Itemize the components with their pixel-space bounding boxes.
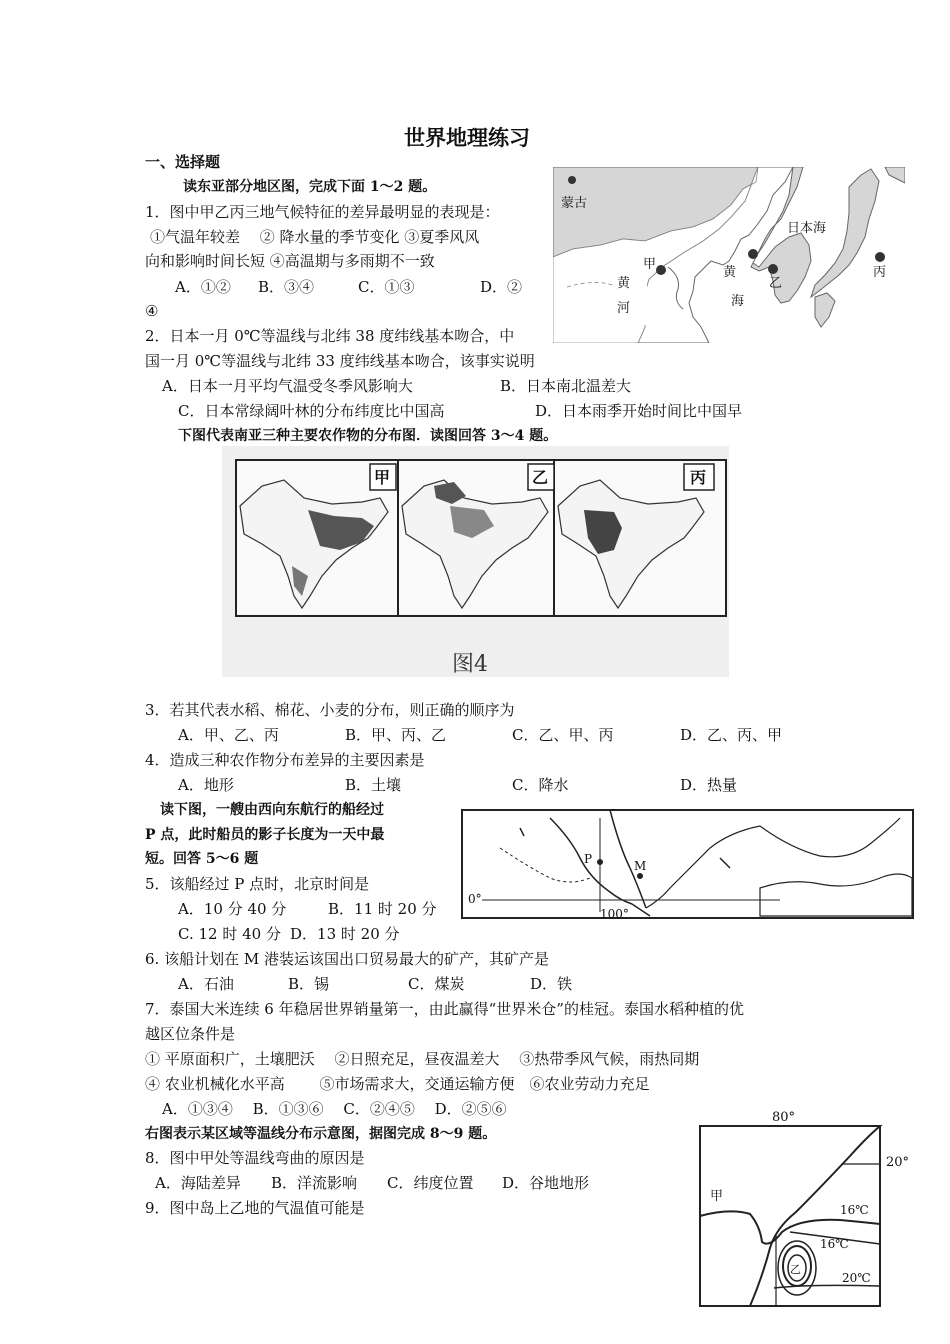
q6-answer-b: B．锡 xyxy=(288,975,330,993)
q1-answer-d: D．② xyxy=(480,278,523,296)
south-asia-crop-maps xyxy=(222,446,729,677)
q2-stem-line2: 国一月 0℃等温线与北纬 33 度纬线基本吻合，该事实说明 xyxy=(145,352,535,370)
q4-answer-b: B．土壤 xyxy=(345,776,402,794)
q7-options-line1: ① 平原面积广，土壤肥沃 ②日照充足，昼夜温差大 ③热带季风气候，雨热同期 xyxy=(145,1050,700,1068)
east-asia-map-graphic xyxy=(553,167,905,343)
label-lat-20: 20° xyxy=(886,1155,910,1170)
q8-answer-d: D．谷地地形 xyxy=(502,1174,590,1192)
label-yellow-sea-1: 黄 xyxy=(723,265,737,280)
panel-label-yi: 乙 xyxy=(532,468,549,487)
figure-caption: 图4 xyxy=(452,652,488,677)
q3-answer-b: B．甲、丙、乙 xyxy=(345,726,447,744)
q7-stem-line2: 越区位条件是 xyxy=(145,1025,236,1043)
intro-q3-4: 下图代表南亚三种主要农作物的分布图．读图回答 3～4 题。 xyxy=(178,428,558,444)
panel-label-bing: 丙 xyxy=(690,468,707,487)
q7-options-line2: ④ 农业机械化水平高 ⑤市场需求大，交通运输方便 ⑥农业劳动力充足 xyxy=(145,1075,650,1093)
label-mongolia: 蒙古 xyxy=(561,196,588,211)
q4-answer-d: D．热量 xyxy=(680,776,738,794)
q3-answer-c: C．乙、甲、丙 xyxy=(512,726,614,744)
q4-answer-a: A．地形 xyxy=(178,776,234,794)
intro-q8-9: 右图表示某区域等温线分布示意图，据图完成 8～9 题。 xyxy=(145,1126,497,1142)
label-yellow-sea-2: 海 xyxy=(731,294,745,309)
intro-q5-6-line2: P 点，此时船员的影子长度为一天中最 xyxy=(145,827,385,843)
page-title: 世界地理练习 xyxy=(404,125,530,150)
label-yellow-river-2: 河 xyxy=(617,301,631,316)
label-jia: 甲 xyxy=(710,1189,724,1204)
q1-answer-d-cont: ④ xyxy=(145,302,159,320)
q4-answer-c: C．降水 xyxy=(512,776,569,794)
q3-answer-d: D．乙、丙、甲 xyxy=(680,726,783,744)
q8-answer-c: C．纬度位置 xyxy=(387,1174,474,1192)
q7-answers: A．①③④ B．①③⑥ C．②④⑤ D．②⑤⑥ xyxy=(162,1100,507,1118)
label-sea-of-japan: 日本海 xyxy=(787,221,827,236)
q6-answer-c: C．煤炭 xyxy=(408,975,465,993)
q5-answer-c: C. 12 时 40 分 xyxy=(178,925,281,943)
q8-stem: 8．图中甲处等温线弯曲的原因是 xyxy=(145,1149,365,1167)
label-yi: 乙 xyxy=(790,1263,801,1276)
label-20c: 20℃ xyxy=(842,1271,871,1285)
q5-answer-d: D．13 时 20 分 xyxy=(290,925,400,943)
intro-q5-6-line3: 短。回答 5～6 题 xyxy=(145,851,259,867)
q1-answer-b: B．③④ xyxy=(258,278,315,296)
intro-q1-2: 读东亚部分地区图，完成下面 1～2 题。 xyxy=(183,179,437,195)
sea-route-map-graphic xyxy=(460,808,915,920)
label-16c-b: 16℃ xyxy=(820,1237,849,1251)
q3-answer-a: A．甲、乙、丙 xyxy=(178,726,279,744)
label-jia: 甲 xyxy=(643,257,657,272)
q6-stem: 6. 该船计划在 M 港装运该国出口贸易最大的矿产，其矿产是 xyxy=(145,950,549,968)
q1-options-line1: ①气温年较差 ② 降水量的季节变化 ③夏季风风 xyxy=(150,228,480,246)
east-asia-map xyxy=(553,167,905,343)
south-asia-crop-maps-graphic xyxy=(222,446,729,677)
isotherm-map-graphic xyxy=(690,1108,915,1310)
q8-answer-b: B．洋流影响 xyxy=(271,1174,358,1192)
q6-answer-a: A．石油 xyxy=(178,975,234,993)
label-lon-80: 80° xyxy=(772,1110,796,1125)
label-lon-100: 100° xyxy=(600,907,629,920)
q2-answer-b: B．日本南北温差大 xyxy=(500,377,632,395)
q5-answer-a: A．10 分 40 分 xyxy=(178,900,287,918)
section-heading: 一、选择题 xyxy=(145,153,221,171)
q1-stem: 1．图中甲乙丙三地气候特征的差异最明显的表现是： xyxy=(145,203,500,221)
label-16c-a: 16℃ xyxy=(840,1203,869,1217)
q4-stem: 4．造成三种农作物分布差异的主要因素是 xyxy=(145,751,425,769)
label-p: P xyxy=(584,852,593,866)
q5-answer-b: B．11 时 20 分 xyxy=(328,900,437,918)
q7-stem-line1: 7．泰国大米连续 6 年稳居世界销量第一，由此赢得“世界米仓”的桂冠。泰国水稻种植的优 xyxy=(145,1000,744,1018)
q8-answer-a: A．海陆差异 xyxy=(155,1174,241,1192)
q1-options-line2: 向和影响时间长短 ④高温期与多雨期不一致 xyxy=(145,252,435,270)
label-yellow-river-1: 黄 xyxy=(617,276,631,291)
label-equator: 0° xyxy=(468,892,482,906)
intro-q5-6-line1: 读下图，一艘由西向东航行的船经过 xyxy=(160,802,384,818)
label-yi: 乙 xyxy=(769,276,783,291)
q1-answer-c: C．①③ xyxy=(358,278,415,296)
q5-stem: 5．该船经过 P 点时，北京时间是 xyxy=(145,875,370,893)
q2-answer-a: A．日本一月平均气温受冬季风影响大 xyxy=(162,377,413,395)
q9-stem: 9．图中岛上乙地的气温值可能是 xyxy=(145,1199,365,1217)
q6-answer-d: D．铁 xyxy=(530,975,573,993)
isotherm-map xyxy=(690,1108,915,1310)
panel-label-jia: 甲 xyxy=(374,468,391,487)
q2-answer-c: C．日本常绿阔叶林的分布纬度比中国高 xyxy=(178,402,445,420)
q2-stem-line1: 2．日本一月 0℃等温线与北纬 38 度纬线基本吻合，中 xyxy=(145,327,515,345)
q2-answer-d: D．日本雨季开始时间比中国早 xyxy=(535,402,743,420)
label-m: M xyxy=(634,859,647,873)
q1-answer-a: A．①② xyxy=(175,278,231,296)
sea-route-map xyxy=(460,808,915,920)
label-bing: 丙 xyxy=(873,265,887,280)
q3-stem: 3．若其代表水稻、棉花、小麦的分布，则正确的顺序为 xyxy=(145,701,515,719)
